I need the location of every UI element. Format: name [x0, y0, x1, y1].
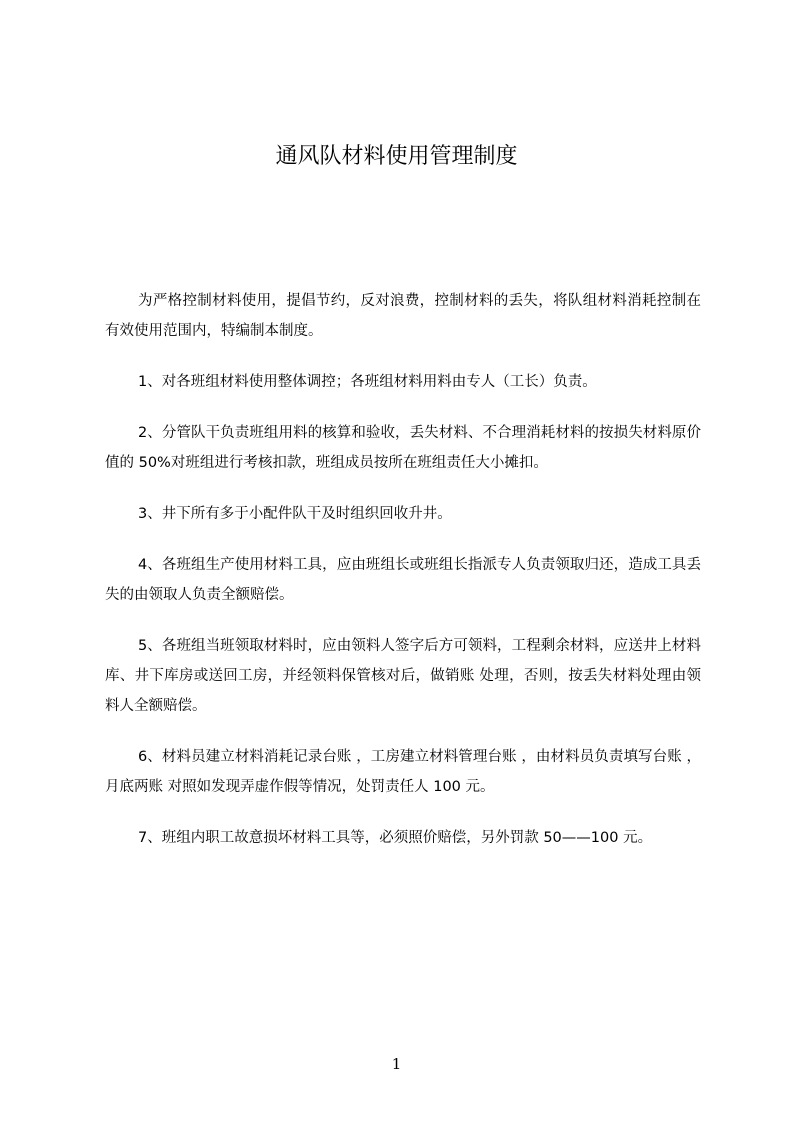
page-number: 1	[391, 1055, 402, 1073]
rule-paragraph-7: 7、班组内职工故意损坏材料工具等，必须照价赔偿，另外罚款 50——100 元。	[138, 830, 653, 846]
rule-paragraph-2: 2、分管队干负责班组用料的核算和验收，丢失材料、不合理消耗材料的按损失材料原价值的 50%对班组进行考核扣款，班组成员按所在班组责任大小摊扣。	[105, 425, 701, 471]
rule-paragraph-5: 5、各班组当班领取材料时，应由领料人签字后方可领料，工程剩余材料，应送井上材料库、井下库房或送回工房，并经领料保管核对后，做销账 处理，否则，按丢失材料处理由领料人全额赔偿。	[105, 638, 701, 714]
rule-paragraph-3: 3、井下所有多于小配件队干及时组织回收升井。	[138, 506, 452, 522]
rule-paragraph-6: 6、材料员建立材料消耗记录台账 ，工房建立材料管理台账 ，由材料员负责填写台账 ，月底两账 对照如发现弄虚作假等情况，处罚责任人 100 元。	[105, 749, 701, 795]
document-body	[105, 286, 701, 874]
rule-paragraph-4: 4、各班组生产使用材料工具，应由班组长或班组长指派专人负责领取归还，造成工具丢失的由领取人负责全额赔偿。	[105, 557, 701, 603]
rule-paragraph-1: 1、对各班组材料使用整体调控；各班组材料用料由专人（工长）负责。	[138, 374, 597, 390]
intro-paragraph: 为严格控制材料使用，提倡节约，反对浪费，控制材料的丢失，将队组材料消耗控制在有效使用范围内，特编制本制度。	[105, 293, 701, 339]
document-title: 通风队材料使用管理制度	[275, 144, 518, 169]
